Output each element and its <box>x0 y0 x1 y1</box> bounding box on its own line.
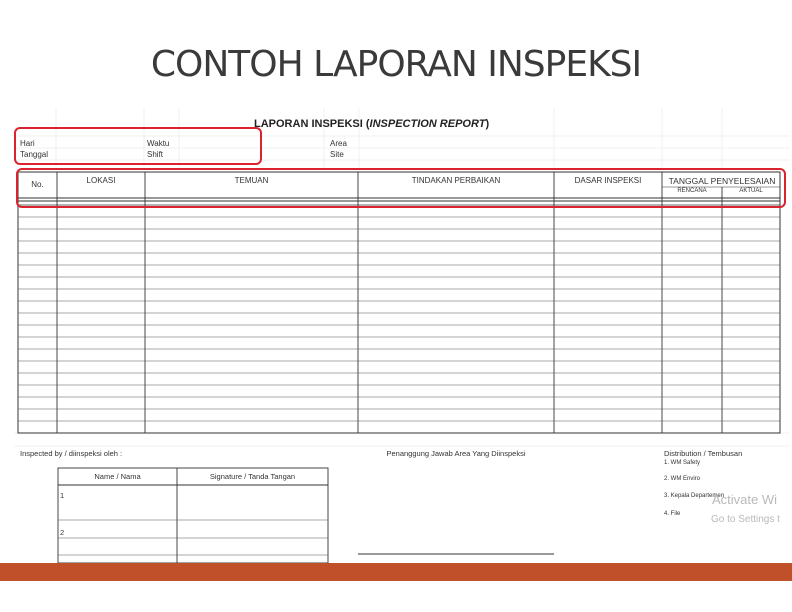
inspection-report-form <box>14 108 790 563</box>
activation-watermark-line1: Activate Wi <box>712 492 778 507</box>
penanggung-jawab-label: Penanggung Jawab Area Yang Diinspeksi <box>386 449 526 458</box>
distribution-item-3: 3. Kepala Departemen <box>664 493 725 499</box>
field-hari-label: Hari <box>20 139 35 148</box>
field-area-label: Area <box>330 139 347 148</box>
signature-column-label: Signature / Tanda Tangan <box>209 472 296 481</box>
activation-watermark-line2: Go to Settings t <box>711 514 780 525</box>
header-highlight-box <box>14 127 262 165</box>
distribution-item-1: 1. WM Safety <box>664 460 701 466</box>
col-aktual: AKTUAL <box>739 188 763 194</box>
distribution-item-2: 2. WM Enviro <box>664 476 701 482</box>
signer-row-1: 1 <box>60 491 65 500</box>
col-temuan: TEMUAN <box>234 176 269 185</box>
col-dasar-inspeksi: DASAR INSPEKSI <box>574 176 642 185</box>
inspected-by-label: Inspected by / diinspeksi oleh : <box>20 449 123 458</box>
col-lokasi: LOKASI <box>86 176 116 185</box>
field-shift-label: Shift <box>147 150 164 159</box>
col-tindakan-perbaikan: TINDAKAN PERBAIKAN <box>411 176 501 185</box>
col-tanggal-penyelesaian: TANGGAL PENYELESAIAN <box>668 176 776 186</box>
slide-title: CONTOH LAPORAN INSPEKSI <box>150 44 642 85</box>
bottom-accent-band <box>0 563 792 581</box>
field-site-label: Site <box>330 150 344 159</box>
name-column-label: Name / Nama <box>94 472 141 481</box>
col-rencana: RENCANA <box>677 188 707 194</box>
distribution-item-4: 4. File <box>664 511 681 517</box>
field-waktu-label: Waktu <box>147 139 170 148</box>
field-tanggal-label: Tanggal <box>20 150 49 159</box>
signer-row-2: 2 <box>60 528 65 537</box>
distribution-label: Distribution / Tembusan <box>664 449 743 458</box>
report-title: LAPORAN INSPEKSI (INSPECTION REPORT) <box>254 118 490 130</box>
col-no: No. <box>31 180 44 189</box>
